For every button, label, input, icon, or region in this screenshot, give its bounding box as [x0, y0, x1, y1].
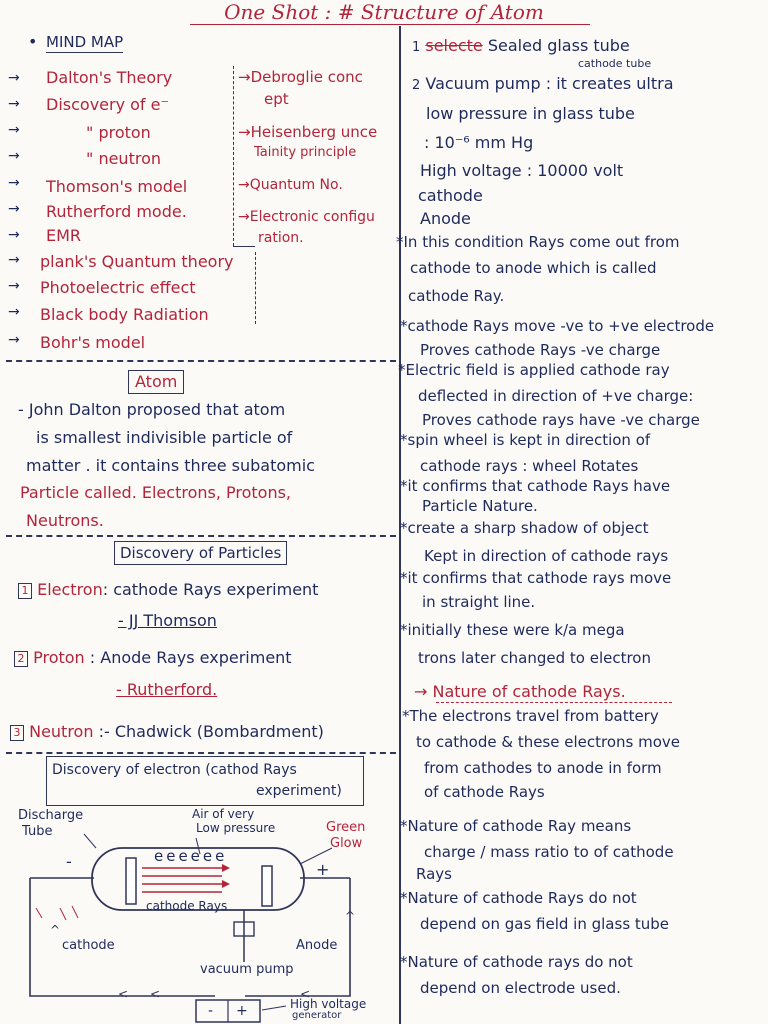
svg-text:^: ^: [345, 909, 356, 923]
mindmap-item: ration.: [258, 230, 304, 246]
mindmap-item: →Quantum No.: [238, 177, 343, 193]
electron-row: [18, 580, 318, 600]
number-badge: 2: [412, 78, 421, 93]
fact-line: *In this condition Rays come out from: [396, 233, 680, 251]
cathode-label: cathode: [62, 938, 115, 953]
mindmap-item: " neutron: [86, 149, 161, 168]
proton-label: Proton: [33, 648, 85, 667]
proton-discoverer: - Rutherford.: [116, 680, 218, 699]
nature-line: from cathodes to anode in form: [424, 759, 662, 777]
mindmap-item: plank's Quantum theory: [40, 252, 234, 271]
arrow-icon: →: [8, 122, 20, 138]
diagram-heading: experiment): [256, 783, 342, 799]
mindmap-connector: [233, 246, 255, 247]
item2-row: [412, 74, 674, 96]
nature-line: *The electrons travel from battery: [402, 707, 659, 725]
cathode-rays-label: cathode Rays: [146, 899, 228, 913]
nature-heading: → Nature of cathode Rays.: [414, 682, 626, 701]
discharge-label: Tube: [22, 824, 53, 839]
fact-line: *spin wheel is kept in direction of: [400, 431, 651, 449]
arrow-icon: →: [8, 201, 20, 217]
nature-heading-underline: [436, 702, 672, 703]
air-label: Air of very: [192, 807, 255, 821]
particles-heading: Discovery of Particles: [114, 541, 287, 565]
section-divider: [6, 535, 396, 537]
green-glow-label: Glow: [330, 836, 363, 851]
item2-line: low pressure in glass tube: [426, 104, 635, 123]
atom-text-line: Neutrons.: [26, 511, 104, 530]
number-badge: 3: [10, 725, 24, 741]
item2-line: High voltage : 10000 volt: [420, 161, 624, 180]
item1-row: [412, 36, 630, 58]
nature-line: *Nature of cathode Ray means: [400, 817, 632, 835]
fact-line: deflected in direction of +ve charge:: [418, 387, 694, 405]
svg-text:^: ^: [50, 923, 61, 937]
high-voltage-label: High voltage: [290, 997, 367, 1011]
fact-line: *create a sharp shadow of object: [400, 519, 649, 537]
svg-text:<: <: [300, 987, 311, 1001]
neutron-row: [10, 722, 324, 742]
nature-line: Rays: [416, 865, 452, 883]
mindmap-item: Photoelectric effect: [40, 278, 196, 297]
atom-text-line: - John Dalton proposed that atom: [18, 400, 286, 419]
nature-line: depend on electrode used.: [420, 979, 621, 997]
vacuum-pump-label: vacuum pump: [200, 962, 294, 977]
atom-text-line: is smallest indivisible particle of: [36, 428, 293, 447]
mindmap-item: Rutherford mode.: [46, 202, 187, 221]
arrow-icon: →: [8, 70, 20, 86]
proton-experiment: : Anode Rays experiment: [89, 648, 292, 667]
mindmap-item: Black body Radiation: [40, 305, 209, 324]
mindmap-item: →Heisenberg unce: [238, 123, 378, 141]
svg-text:<: <: [150, 987, 161, 1001]
atom-text-line: Particle called. Electrons, Protons,: [20, 483, 292, 502]
minus-sign: -: [66, 852, 72, 871]
fact-line: trons later changed to electron: [418, 649, 651, 667]
item2-line: : 10⁻⁶ mm Hg: [424, 133, 534, 152]
page-title: One Shot : # Structure of Atom: [224, 0, 544, 24]
electron-label: Electron: [37, 580, 103, 599]
discharge-label: Discharge: [18, 808, 84, 823]
nature-line: *Nature of cathode rays do not: [400, 953, 633, 971]
arrow-icon: →: [8, 278, 20, 294]
mindmap-item: Dalton's Theory: [46, 68, 173, 87]
high-voltage-label: generator: [292, 1010, 342, 1021]
diagram-heading: Discovery of electron (cathod Rays: [52, 762, 297, 778]
fact-line: cathode to anode which is called: [410, 259, 657, 277]
fact-line: Proves cathode Rays -ve charge: [420, 341, 661, 359]
mindmap-item: Discovery of e⁻: [46, 95, 169, 114]
fact-line: *it confirms that cathode Rays have: [400, 477, 671, 495]
arrow-icon: →: [8, 304, 20, 320]
nature-line: to cathode & these electrons move: [416, 733, 680, 751]
atom-heading: Atom: [128, 370, 184, 394]
item1-sub: cathode tube: [578, 57, 652, 70]
arrow-icon: →: [8, 227, 20, 243]
nature-line: depend on gas field in glass tube: [420, 915, 670, 933]
fact-line: Kept in direction of cathode rays: [424, 547, 669, 565]
arrow-icon: →: [8, 148, 20, 164]
mindmap-item: →Electronic configu: [238, 209, 375, 225]
mindmap-item: →Debroglie conc: [238, 68, 363, 86]
mindmap-connector: [255, 252, 256, 324]
neutron-experiment: :- Chadwick (Bombardment): [98, 722, 324, 741]
neutron-label: Neutron: [29, 722, 94, 741]
arrow-icon: →: [8, 332, 20, 348]
fact-line: cathode Ray.: [408, 287, 505, 305]
title-underline: [190, 24, 590, 25]
mindmap-heading: MIND MAP: [46, 33, 124, 51]
electrons-label: eeeeee: [154, 847, 228, 865]
battery-minus: -: [208, 1003, 214, 1019]
fact-line: cathode rays : wheel Rotates: [420, 457, 639, 475]
nature-line: of cathode Rays: [424, 783, 545, 801]
nature-line: charge / mass ratio to of cathode: [424, 843, 674, 861]
battery-plus: +: [236, 1003, 248, 1019]
item1-text: Sealed glass tube: [487, 36, 630, 55]
mindmap-item: " proton: [86, 123, 151, 142]
electron-experiment: : cathode Rays experiment: [102, 580, 319, 599]
section-divider: [6, 752, 396, 754]
arrow-icon: →: [8, 175, 20, 191]
item2-line: Anode: [420, 209, 471, 228]
item2-line: cathode: [418, 186, 483, 205]
plus-sign: +: [316, 860, 330, 879]
fact-line: Proves cathode rays have -ve charge: [422, 411, 700, 429]
proton-row: [14, 648, 292, 668]
nature-line: *Nature of cathode Rays do not: [400, 889, 637, 907]
arrow-icon: →: [8, 252, 20, 268]
mindmap-connector: [233, 66, 234, 246]
number-badge: 1: [412, 40, 421, 55]
air-label: Low pressure: [196, 821, 276, 835]
electron-discoverer: - JJ Thomson: [118, 611, 217, 630]
mindmap-bullet: •: [28, 32, 38, 51]
number-badge: 1: [18, 583, 32, 599]
fact-line: Particle Nature.: [422, 497, 538, 515]
atom-text-line: matter . it contains three subatomic: [26, 456, 315, 475]
item2-line: Vacuum pump : it creates ultra: [425, 74, 674, 93]
number-badge: 2: [14, 651, 28, 667]
arrow-icon: →: [8, 96, 20, 112]
fact-line: *it confirms that cathode rays move: [400, 569, 672, 587]
mindmap-item: Bohr's model: [40, 333, 146, 352]
fact-line: in straight line.: [422, 593, 536, 611]
fact-line: *cathode Rays move -ve to +ve electrode: [400, 317, 715, 335]
fact-line: *Electric field is applied cathode ray: [398, 361, 670, 379]
struck-word: selecte: [425, 36, 483, 55]
mindmap-item: Tainity principle: [254, 145, 357, 160]
section-divider: [6, 360, 396, 362]
green-glow-label: Green: [326, 820, 366, 835]
mindmap-item: ept: [264, 90, 289, 108]
mindmap-item: Thomson's model: [46, 177, 188, 196]
anode-label: Anode: [296, 938, 338, 953]
mindmap-item: EMR: [46, 226, 82, 245]
fact-line: *initially these were k/a mega: [400, 621, 625, 639]
svg-text:<: <: [118, 987, 129, 1001]
